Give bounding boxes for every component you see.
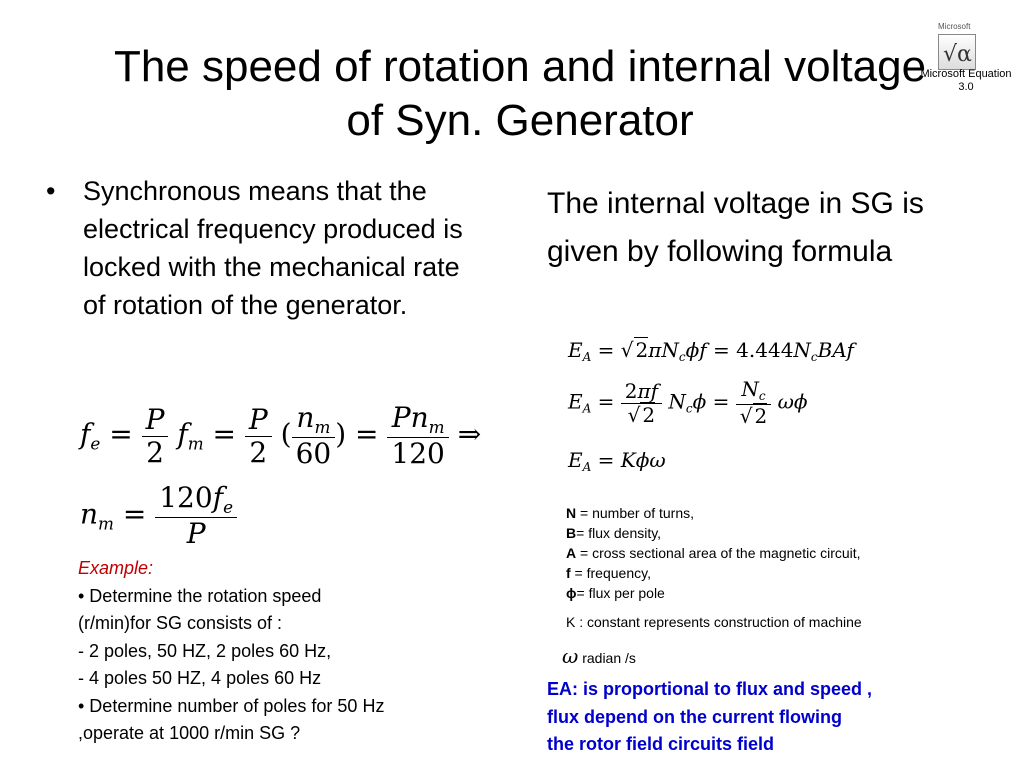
definition-text: = frequency, — [570, 565, 651, 581]
example-block — [78, 555, 478, 748]
equation-editor-logo — [920, 22, 1010, 92]
ea-formula-1: $E_A$ = √ $2\pi N_c\phi f = 4.444N_cBAf$ — [568, 338, 854, 365]
definition-symbol: A — [566, 545, 577, 561]
conclusion-line: flux depend on the current flowing — [547, 706, 842, 727]
logo-caption — [920, 68, 1012, 94]
bullet-text: Synchronous means that the electrical frequency produced is locked with the mechanical rate of rotation of the generator. — [83, 176, 463, 320]
definition-symbol: B — [566, 525, 577, 541]
example-line: • Determine the rotation speed — [78, 585, 322, 606]
definition-item — [566, 503, 966, 523]
example-line: - 4 poles 50 HZ, 4 poles 60 Hz — [78, 668, 322, 688]
ea-formula-3: $E_A = K\phi\omega$ — [568, 448, 666, 475]
symbol-definitions — [566, 503, 966, 603]
definition-symbol: f — [566, 565, 571, 581]
ea-formula-2: $E_A$ = $\frac{2\pi f}{√ 2}$ $N_c\phi$ = $\frac{N_c}{√ 2}$ ωϕ — [568, 377, 808, 428]
logo-caption-line-1: Microsoft Equation — [920, 68, 1012, 80]
logo-brand: Microsoft — [938, 22, 971, 31]
example-line: (r/min)for SG consists of : — [78, 613, 283, 633]
omega-text: radian /s — [582, 650, 636, 666]
omega-symbol: ω — [562, 644, 579, 668]
frequency-equation: $f_e$ = $\frac{P}{2}$ $f_m$ = $\frac{P}{2}$ ( $\frac{n_m}{60}$ ) = $\frac{Pn_m}{120}$ ⇒ — [80, 401, 482, 471]
definition-item — [566, 523, 966, 543]
definition-symbol: N — [566, 505, 577, 521]
conclusion-line: EA: is proportional to flux and speed , — [547, 679, 873, 699]
k-definition: K : constant represents construction of machine — [566, 614, 862, 630]
logo-caption-line-2: 3.0 — [958, 81, 974, 93]
title-line-2: of Syn. Generator — [346, 96, 694, 145]
definition-item — [566, 583, 966, 603]
definition-item — [566, 543, 966, 563]
conclusion-text — [547, 676, 967, 759]
bullet-marker: • — [46, 176, 56, 206]
logo-symbol: √α — [943, 42, 972, 67]
definition-text: = flux per pole — [576, 585, 665, 601]
example-line: - 2 poles, 50 HZ, 2 poles 60 Hz, — [78, 640, 332, 661]
title-line-1: The speed of rotation and internal voltage — [113, 42, 927, 91]
example-line: • Determine number of poles for 50 Hz — [78, 695, 385, 716]
definition-item — [566, 563, 966, 583]
conclusion-line: the rotor field circuits field — [547, 734, 775, 754]
example-label: Example: — [78, 558, 154, 578]
definition-text: = cross sectional area of the magnetic circuit, — [576, 545, 861, 561]
internal-voltage-intro: The internal voltage in SG is given by following formula — [547, 187, 924, 268]
omega-definition — [562, 644, 636, 668]
example-line: ,operate at 1000 r/min SG ? — [78, 723, 301, 743]
speed-equation: $n_m$ = $\frac{120f_e}{P}$ — [80, 482, 237, 550]
definition-symbol: ϕ — [566, 585, 577, 601]
sqrt-alpha-icon — [938, 34, 976, 70]
slide-title — [40, 40, 1000, 148]
definition-text: = number of turns, — [576, 505, 695, 521]
definition-text: = flux density, — [576, 525, 662, 541]
